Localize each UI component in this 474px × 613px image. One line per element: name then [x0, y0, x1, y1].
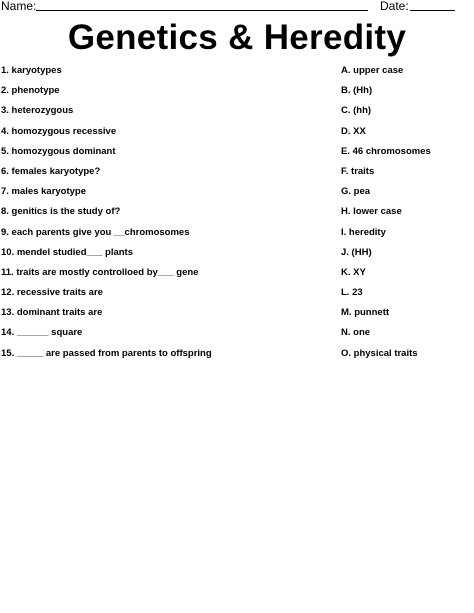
question-item: 3. heterozygous	[1, 105, 74, 117]
answer-item: K. XY	[341, 266, 366, 278]
question-item: 11. traits are mostly controlloed by___ gene	[1, 266, 199, 278]
question-item: 10. mendel studied___ plants	[1, 246, 133, 258]
answer-item: F. traits	[341, 165, 375, 177]
answer-item: I. heredity	[341, 226, 386, 238]
question-item: 1. karyotypes	[1, 65, 62, 76]
question-item: 15. _____ are passed from parents to offspring	[1, 347, 212, 359]
matching-row	[0, 246, 474, 266]
matching-row	[0, 286, 474, 306]
matching-row	[0, 266, 474, 286]
question-item: 2. phenotype	[1, 85, 60, 97]
answer-item: H. lower case	[341, 206, 402, 218]
matching-row	[0, 125, 474, 145]
answer-item: J. (HH)	[341, 246, 372, 258]
matching-row	[0, 165, 474, 185]
matching-row	[0, 84, 474, 104]
worksheet-title: Genetics & Heredity	[67, 18, 407, 57]
matching-row	[0, 226, 474, 246]
name-blank-line	[36, 10, 368, 11]
question-item: 8. genitics is the study of?	[1, 206, 121, 218]
question-item: 7. males karyotype	[1, 186, 87, 198]
answer-item: G. pea	[341, 186, 371, 198]
question-item: 13. dominant traits are	[1, 307, 103, 319]
answer-item: N. one	[341, 327, 371, 339]
question-item: 9. each parents give you __chromosomes	[1, 226, 190, 238]
matching-row	[0, 306, 474, 326]
answer-item: B. (Hh)	[341, 85, 373, 97]
question-item: 4. homozygous recessive	[1, 125, 117, 137]
answer-item: O. physical traits	[341, 347, 418, 359]
matching-row	[0, 205, 474, 225]
matching-row	[0, 185, 474, 205]
answer-item: A. upper case	[341, 65, 404, 76]
date-label: Date:	[380, 0, 409, 13]
answer-item: D. XX	[341, 125, 366, 137]
question-item: 6. females karyotype?	[1, 165, 101, 177]
name-label: Name:	[1, 0, 37, 13]
matching-row	[0, 104, 474, 124]
matching-row	[0, 145, 474, 165]
matching-list	[0, 64, 474, 367]
matching-row	[0, 64, 474, 84]
matching-row	[0, 347, 474, 367]
question-item: 5. homozygous dominant	[1, 145, 116, 157]
worksheet-header	[0, 0, 474, 14]
answer-item: M. punnett	[341, 307, 390, 319]
matching-row	[0, 326, 474, 346]
answer-item: E. 46 chromosomes	[341, 145, 431, 157]
answer-item: C. (hh)	[341, 105, 372, 117]
date-blank-line	[410, 10, 455, 11]
answer-item: L. 23	[341, 287, 363, 299]
question-item: 14. ______ square	[1, 327, 83, 339]
question-item: 12. recessive traits are	[1, 287, 103, 299]
